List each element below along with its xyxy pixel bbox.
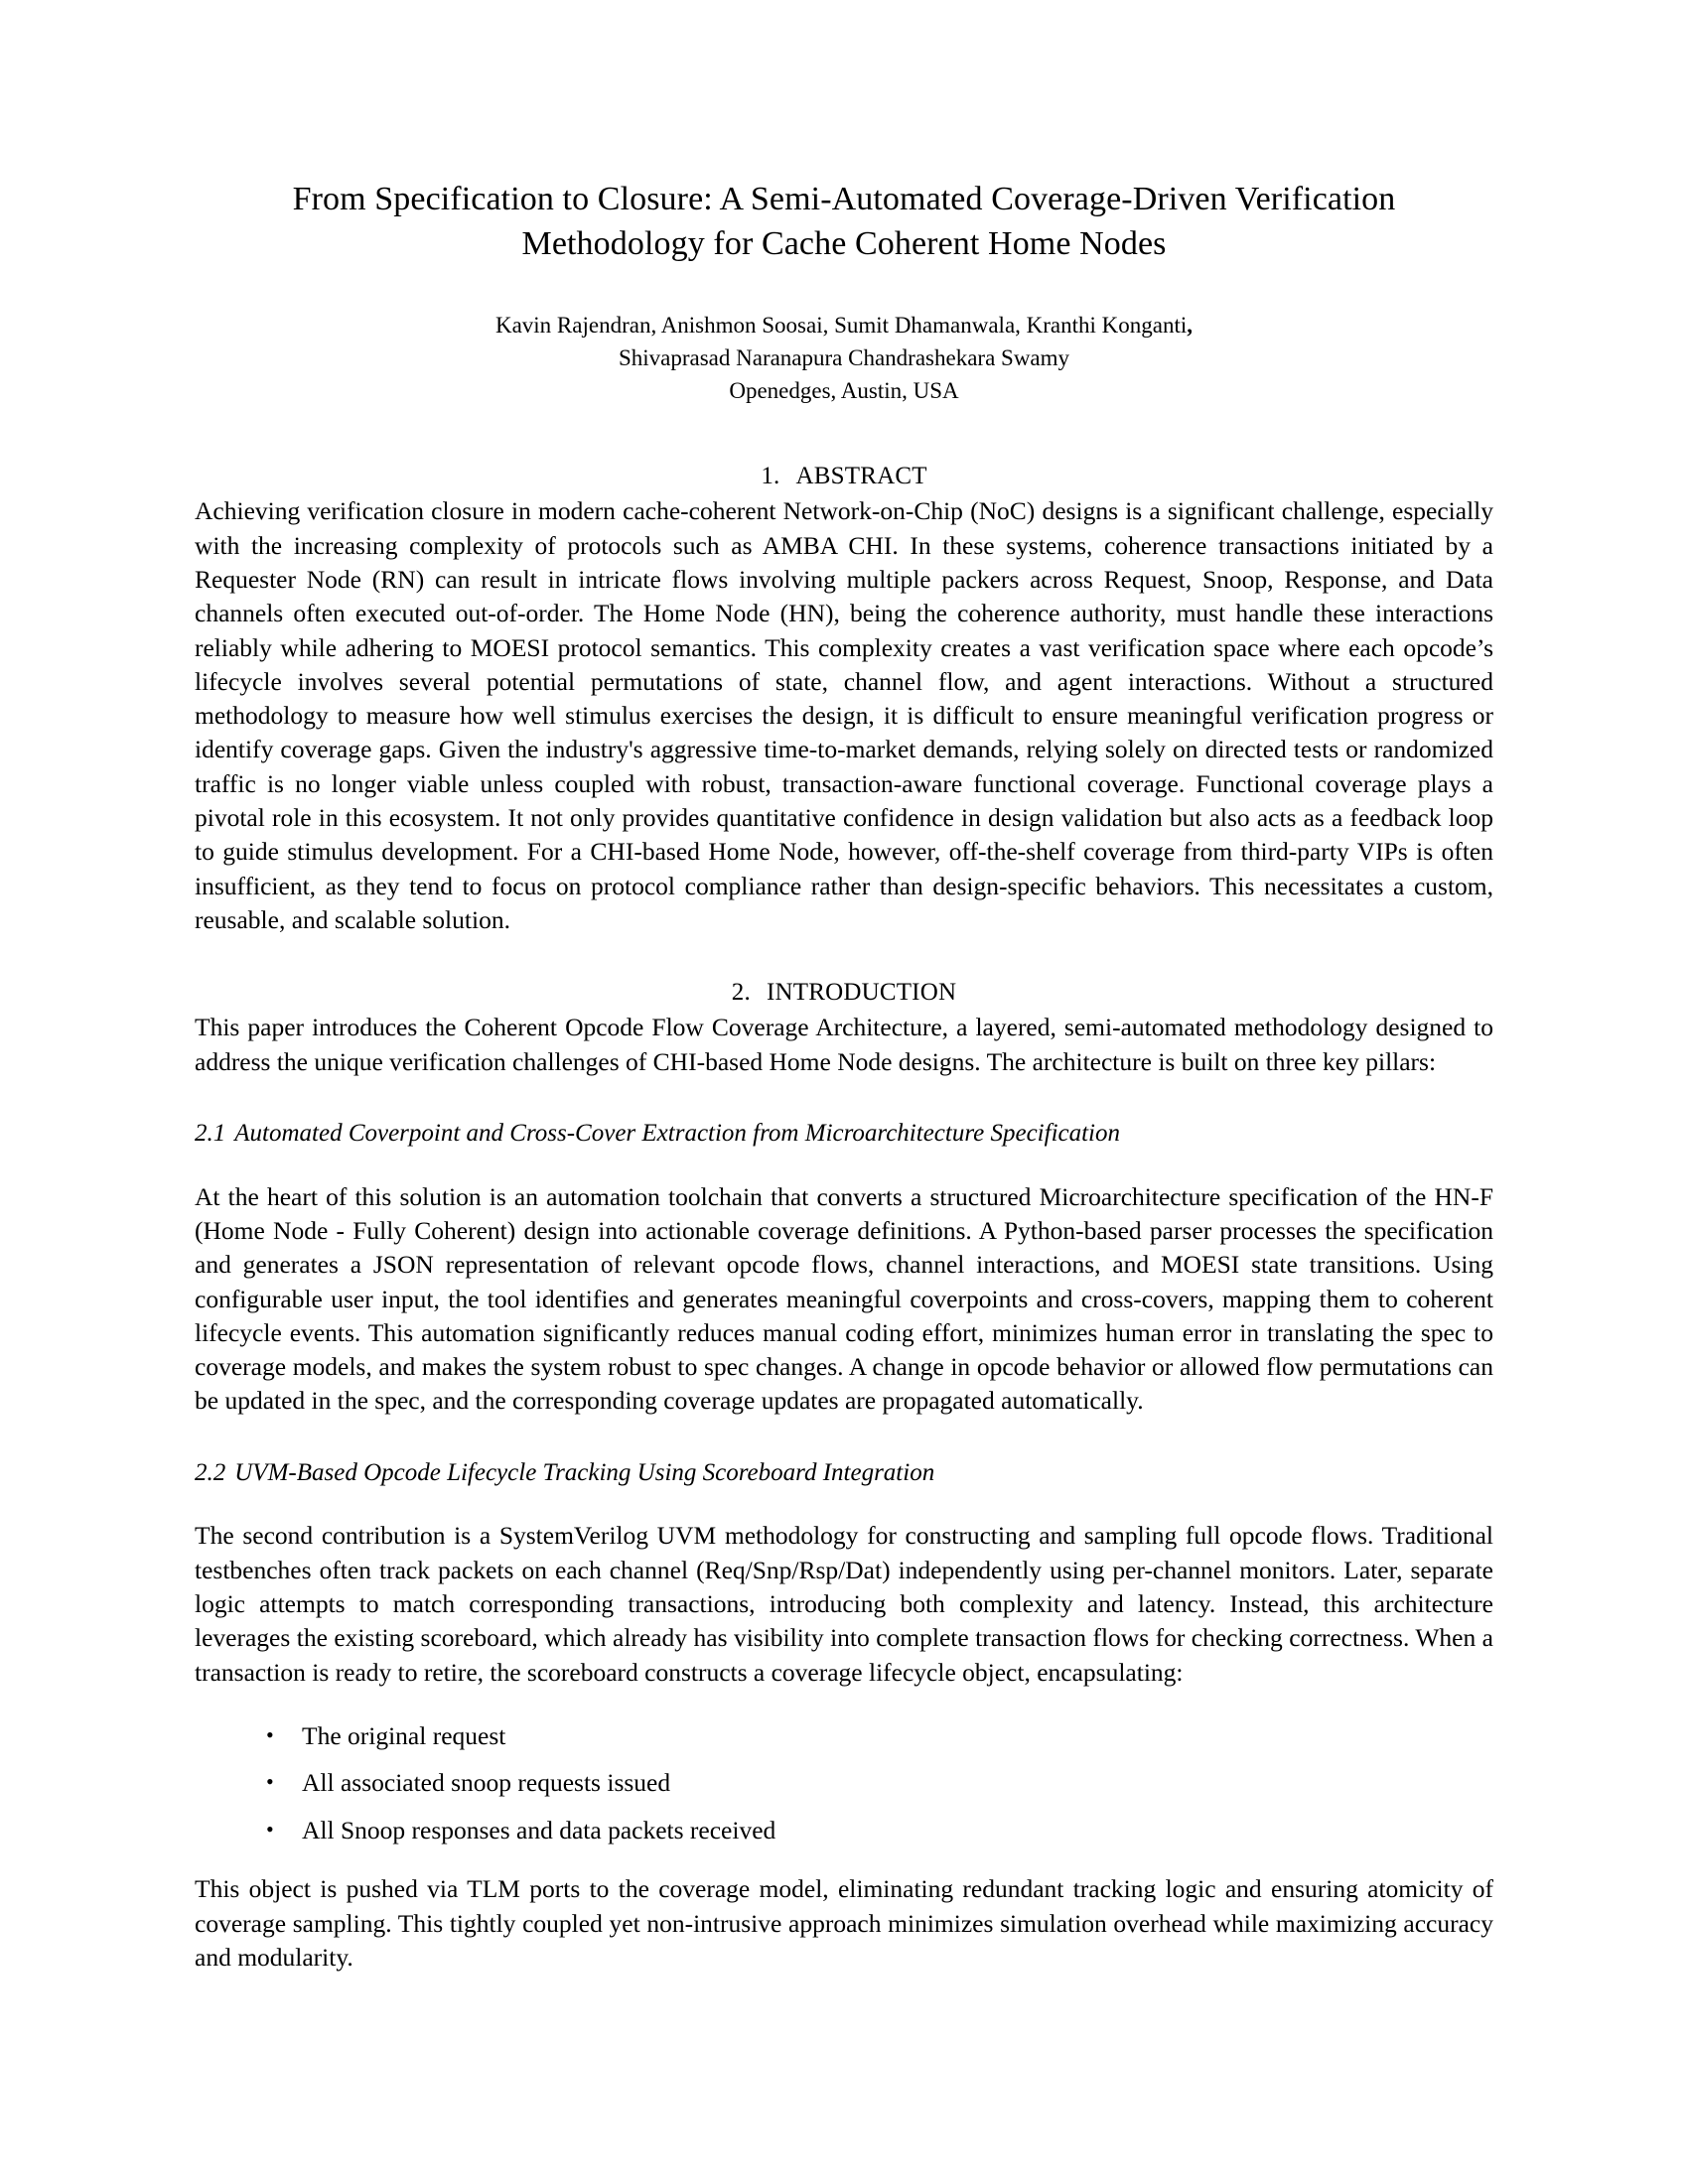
bullet-icon: • xyxy=(266,1721,274,1747)
subsection-title-2-1: Automated Coverpoint and Cross-Cover Extraction from Microarchitecture Specification xyxy=(234,1119,1120,1147)
subsection-title-2-2: UVM-Based Opcode Lifecycle Tracking Using Scoreboard Integration xyxy=(234,1458,935,1486)
introduction-paragraph: This paper introduces the Coherent Opcode Flow Coverage Architecture, a layered, semi-automated methodology designed to address the unique verification challenges of CHI-based Home Node designs. The architecture is built on three key pillars: xyxy=(195,1013,1493,1076)
bullet-icon: • xyxy=(266,1769,274,1795)
section-number-abstract: 1. xyxy=(761,463,780,490)
subsection-2-1-paragraph: At the heart of this solution is an automation toolchain that converts a structured Microarchitecture specification of the HN-F (Home Node - Fully Coherent) design into actionable coverage definitions. A Python-based parser processes the specification and generates a JSON representation of relevant opcode flows, channel interactions, and MOESI state transitions. Using configurable user input, the tool identifies and generates meaningful coverpoints and cross-covers, mapping them to coherent lifecycle events. This automation significantly reduces manual coding effort, minimizes human error in translating the spec to coverage models, and makes the system robust to spec changes. A change in opcode behavior or allowed flow permutations can be updated in the spec, and the corresponding coverage updates are propagated automatically. xyxy=(195,1181,1493,1416)
subsection-2-2-paragraph: The second contribution is a SystemVerilog UVM methodology for constructing and sampling full opcode flows. Traditional testbenches often track packets on each channel (Req/Snp/Rsp/Dat) independently using per-channel monitors. Later, separate logic attempts to match corresponding transactions, introducing both complexity and latency. Instead, this architecture leverages the existing scoreboard, which already has visibility into complete transaction flows for checking correctness. When a transaction is ready to retire, the scoreboard constructs a coverage lifecycle object, encapsulating: xyxy=(195,1521,1493,1687)
section-title-abstract: ABSTRACT xyxy=(795,463,927,490)
author-line-1 xyxy=(195,310,1493,342)
title-line-1: From Specification to Closure: A Semi-Automated Coverage-Driven Verification Methodology xyxy=(292,181,1396,263)
author-names: Kavin Rajendran, Anishmon Soosai, Sumit Dhamanwala, Kranthi Konganti xyxy=(494,313,1188,339)
document-content xyxy=(195,177,1493,1975)
section-number-introduction: 2. xyxy=(731,979,751,1007)
lifecycle-object-bullet-list xyxy=(195,1720,1493,1844)
list-item-label: All associated snoop requests issued xyxy=(302,1768,671,1798)
list-item xyxy=(195,1770,1493,1796)
page-title xyxy=(195,177,1493,266)
section-heading-introduction xyxy=(195,979,1493,1007)
bullet-icon: • xyxy=(266,1816,274,1842)
abstract-paragraph: Achieving verification closure in modern cache-coherent Network-on-Chip (NoC) designs is a significant challenge, especially with the increasing complexity of protocols such as AMBA CHI. In these systems, coherence transactions initiated by a Requester Node (RN) can result in intricate flows involving multiple packers across Request, Snoop, Response, and Data channels often executed out-of-order. The Home Node (HN), being the coherence authority, must handle these interactions reliably while adhering to MOESI protocol semantics. This complexity creates a vast verification space where each opcode’s lifecycle involves several potential permutations of state, channel flow, and agent interactions. Without a structured methodology to measure how well stimulus exercises the design, it is difficult to ensure meaningful verification progress or identify coverage gaps. Given the industry's aggressive time-to-market demands, relying solely on directed tests or randomized traffic is no longer viable unless coupled with robust, transaction-aware functional coverage. Functional coverage plays a pivotal role in this ecosystem. It not only provides quantitative confidence in design validation but also acts as a feedback loop to guide stimulus development. For a CHI-based Home Node, however, off-the-shelf coverage from third-party VIPs is often insufficient, as they tend to focus on protocol compliance rather than design-specific behaviors. This necessitates a custom, reusable, and scalable solution. xyxy=(195,496,1493,934)
subsection-heading-2-1 xyxy=(195,1117,1493,1151)
subsection-heading-2-2 xyxy=(195,1456,1493,1490)
list-item xyxy=(195,1815,1493,1844)
list-item xyxy=(195,1720,1493,1750)
subsection-2-2-closing-paragraph: This object is pushed via TLM ports to the coverage model, eliminating redundant tracking logic and ensuring atomicity of coverage sampling. This tightly coupled yet non-intrusive approach minimizes simulation overhead while maximizing accuracy and modularity. xyxy=(195,1874,1493,1973)
author-block xyxy=(195,310,1493,407)
title-line-2: for Cache Coherent Home Nodes xyxy=(713,225,1167,263)
subsection-number-2-1: 2.1 xyxy=(195,1119,226,1147)
section-title-introduction: INTRODUCTION xyxy=(766,979,957,1007)
affiliation: Openedges, Austin, USA xyxy=(729,377,959,403)
subsection-number-2-2: 2.2 xyxy=(195,1458,226,1486)
list-item-label: All Snoop responses and data packets received xyxy=(302,1815,776,1844)
author-line-2: Shivaprasad Naranapura Chandrashekara Swamy xyxy=(618,345,1070,371)
section-heading-abstract xyxy=(195,463,1493,490)
list-item-label: The original request xyxy=(302,1720,506,1750)
author-line-1-comma: , xyxy=(1187,313,1194,339)
